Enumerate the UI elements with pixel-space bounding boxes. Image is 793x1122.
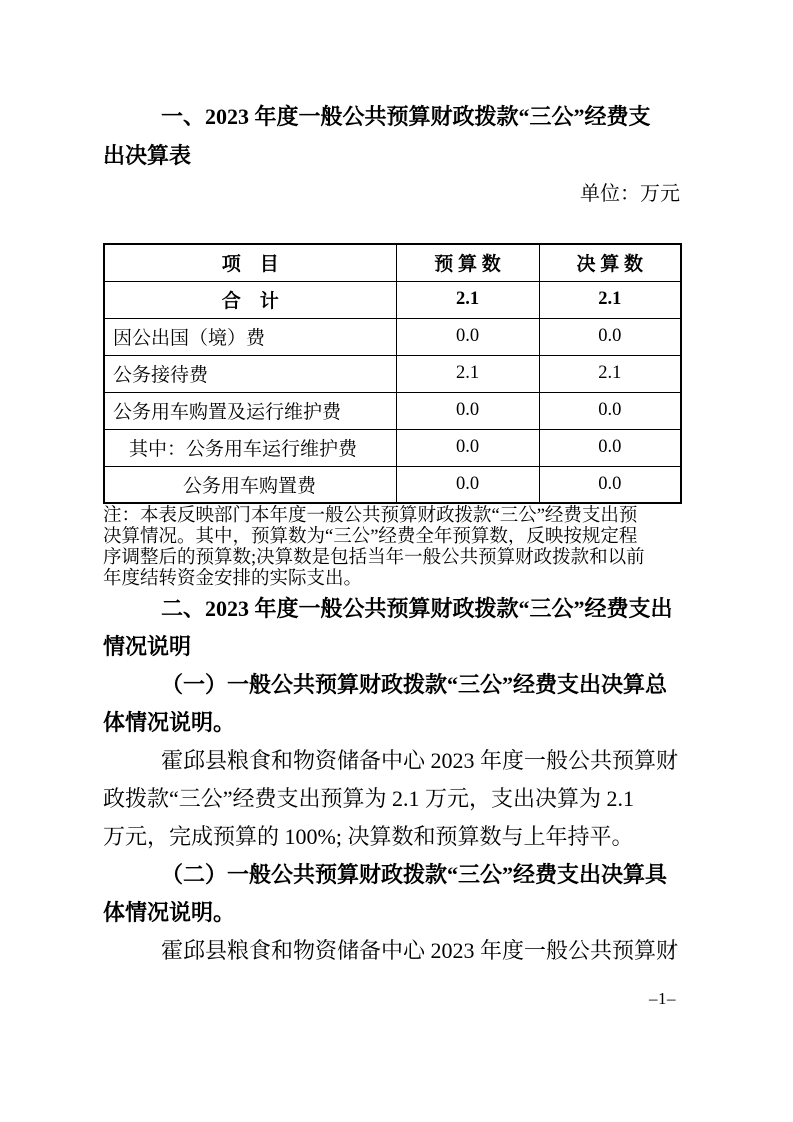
table-note-line1: 注：本表反映部门本年度一般公共预算财政拨款“三公”经费支出预 xyxy=(103,506,638,526)
sangong-expense-table xyxy=(103,243,682,504)
subsection2-heading-line2: 体情况说明。 xyxy=(103,900,236,925)
paragraph2-line1: 霍邱县粮食和物资储备中心 2023 年度一般公共预算财 xyxy=(161,938,679,963)
cell-budget-vehicle-total: 0.0 xyxy=(396,392,539,429)
document-content xyxy=(103,97,691,970)
cell-final-abroad-fee: 0.0 xyxy=(539,318,681,355)
cell-budget-reception-fee: 2.1 xyxy=(396,355,539,392)
subsection1-heading-line2: 体情况说明。 xyxy=(103,710,236,735)
table-note xyxy=(103,506,691,590)
table-note-line2: 决算情况。其中，预算数为“三公”经费全年预算数，反映按规定程 xyxy=(103,527,638,547)
cell-final-reception-fee: 2.1 xyxy=(539,355,681,392)
table-row-vehicle-purchase xyxy=(104,466,681,503)
page-number: –1– xyxy=(649,989,676,1008)
column-header-item: 项 目 xyxy=(104,244,396,281)
column-header-final: 决 算 数 xyxy=(539,244,681,281)
table-header-row xyxy=(104,244,681,281)
paragraph1-line2: 政拨款“三公”经费支出预算为 2.1 万元，支出决算为 2.1 xyxy=(103,786,635,811)
cell-final-total: 2.1 xyxy=(539,281,681,318)
paragraph1-line1: 霍邱县粮食和物资储备中心 2023 年度一般公共预算财 xyxy=(161,748,679,773)
table-row-total xyxy=(104,281,681,318)
explanation-section xyxy=(103,590,691,970)
cell-item-vehicle-purchase: 公务用车购置费 xyxy=(104,466,396,503)
cell-budget-vehicle-maintenance: 0.0 xyxy=(396,429,539,466)
table-row-vehicle-maintenance xyxy=(104,429,681,466)
table-note-line3: 序调整后的预算数;决算数是包括当年一般公共预算财政拨款和以前 xyxy=(103,548,645,568)
paragraph1-line3: 万元，完成预算的 100%; 决算数和预算数与上年持平。 xyxy=(103,824,634,849)
table-row-vehicle-total xyxy=(104,392,681,429)
table-row-reception-fee xyxy=(104,355,681,392)
cell-final-vehicle-purchase: 0.0 xyxy=(539,466,681,503)
subsection1-heading-line1: （一）一般公共预算财政拨款“三公”经费支出决算总 xyxy=(161,672,668,697)
document-title xyxy=(103,97,691,175)
section2-heading-line1: 二、2023 年度一般公共预算财政拨款“三公”经费支出 xyxy=(161,596,673,621)
cell-final-vehicle-maintenance: 0.0 xyxy=(539,429,681,466)
unit-label: 单位：万元 xyxy=(580,183,680,205)
table-row-abroad-fee xyxy=(104,318,681,355)
section2-heading-line2: 情况说明 xyxy=(103,634,192,659)
cell-item-total: 合 计 xyxy=(104,281,396,318)
cell-final-vehicle-total: 0.0 xyxy=(539,392,681,429)
cell-item-vehicle-total: 公务用车购置及运行维护费 xyxy=(104,392,396,429)
cell-budget-vehicle-purchase: 0.0 xyxy=(396,466,539,503)
subsection2-heading-line1: （二）一般公共预算财政拨款“三公”经费支出决算具 xyxy=(161,862,668,887)
cell-item-vehicle-maintenance: 其中：公务用车运行维护费 xyxy=(104,429,396,466)
cell-budget-abroad-fee: 0.0 xyxy=(396,318,539,355)
document-title-line1: 一、2023 年度一般公共预算财政拨款“三公”经费支 xyxy=(161,104,651,129)
column-header-budget: 预 算 数 xyxy=(396,244,539,281)
cell-budget-total: 2.1 xyxy=(396,281,539,318)
document-title-line2: 出决算表 xyxy=(103,143,192,168)
cell-item-reception-fee: 公务接待费 xyxy=(104,355,396,392)
table-note-line4: 年度结转资金安排的实际支出。 xyxy=(103,569,363,589)
cell-item-abroad-fee: 因公出国（境）费 xyxy=(104,318,396,355)
